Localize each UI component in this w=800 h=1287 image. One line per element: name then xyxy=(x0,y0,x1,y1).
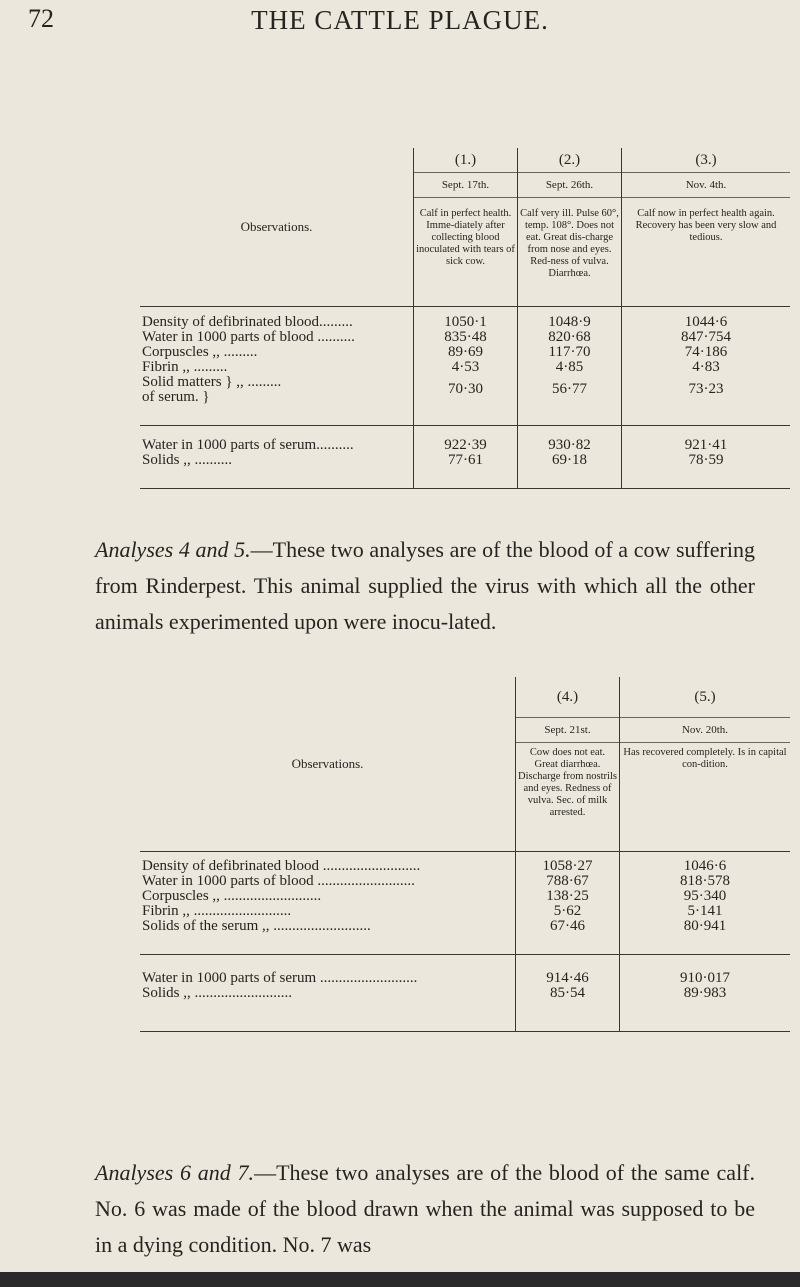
value-cell: 1044·6 xyxy=(684,314,728,330)
column-number: (2.) xyxy=(518,148,621,173)
value-cell: 930·82 xyxy=(548,437,591,453)
column-description: Calf now in perfect health again. Recovery has been very slow and tedious. xyxy=(635,208,777,243)
column-1-values xyxy=(414,307,518,426)
value-cell: 77·61 xyxy=(448,452,483,468)
value-cell: 835·48 xyxy=(444,329,487,345)
value-cell: 4·53 xyxy=(451,359,480,375)
value-cell: 78·59 xyxy=(688,452,724,468)
column-3-values xyxy=(622,307,791,426)
column-number: (3.) xyxy=(622,148,790,173)
column-description: Calf very ill. Pulse 60°, temp. 108°. Does not eat. Great dis-charge from nose and eyes. Red-ness of vulva. Diarrhœa. xyxy=(520,208,619,279)
column-3-serum-values xyxy=(622,426,791,489)
value-cell: 1058·27 xyxy=(542,858,593,874)
column-number: (4.) xyxy=(516,677,619,718)
row-label: Density of defibrinated blood .......................... xyxy=(142,859,421,874)
value-cell: 117·70 xyxy=(548,344,591,360)
observations-header xyxy=(140,148,414,307)
column-date: Sept. 26th. xyxy=(518,173,621,198)
paragraph-heading: Analyses 4 and 5. xyxy=(95,537,251,562)
value-cell: 89·983 xyxy=(683,985,727,1001)
paragraph-text: —These two analyses are of the blood of the same calf. No. 6 was made of the blood drawn when the animal was supposed to be in a dying condition. No. 7 was xyxy=(95,1160,756,1257)
analysis-table-2 xyxy=(140,677,790,1032)
column-date: Nov. 4th. xyxy=(622,173,790,198)
value-cell: 80·941 xyxy=(683,918,727,934)
column-5-serum-values xyxy=(620,955,791,1032)
value-cell: 56·77 xyxy=(552,381,587,397)
value-cell: 5·62 xyxy=(553,903,582,919)
page-number: 72 xyxy=(28,4,54,33)
column-5-header xyxy=(620,677,791,852)
row-label: Fibrin ,, ......... xyxy=(142,360,228,375)
row-labels-group-2 xyxy=(140,426,414,489)
row-label: Solids ,, .......... xyxy=(142,453,233,468)
row-labels-group-1 xyxy=(140,307,414,426)
row-label: Fibrin ,, .......................... xyxy=(142,904,292,919)
value-cell: 5·141 xyxy=(687,903,723,919)
column-2-header xyxy=(518,148,622,307)
value-cell: 85·54 xyxy=(550,985,585,1001)
observations-label: Observations. xyxy=(240,219,313,234)
column-date: Sept. 17th. xyxy=(414,173,517,198)
column-1-serum-values xyxy=(414,426,518,489)
column-5-values xyxy=(620,852,791,955)
value-cell: 1050·1 xyxy=(444,314,487,330)
value-cell: 820·68 xyxy=(548,329,591,345)
value-cell: 921·41 xyxy=(684,437,728,453)
analysis-table-1 xyxy=(140,148,790,489)
page-bottom-edge xyxy=(0,1272,800,1287)
observations-header xyxy=(140,677,516,852)
row-labels-group-2 xyxy=(140,955,516,1032)
column-number: (1.) xyxy=(414,148,517,173)
column-date: Sept. 21st. xyxy=(516,718,619,743)
column-1-header xyxy=(414,148,518,307)
value-cell: 70·30 xyxy=(448,381,483,397)
column-4-serum-values xyxy=(516,955,620,1032)
value-cell: 818·578 xyxy=(680,873,730,889)
row-labels-group-1 xyxy=(140,852,516,955)
row-label: of serum. } xyxy=(142,390,210,405)
value-cell: 4·83 xyxy=(692,359,720,375)
column-number: (5.) xyxy=(620,677,790,718)
value-cell: 922·39 xyxy=(444,437,487,453)
row-label: Water in 1000 parts of serum.......... xyxy=(142,438,354,453)
row-label: Water in 1000 parts of serum .......................... xyxy=(142,971,418,986)
column-4-header xyxy=(516,677,620,852)
column-description: Cow does not eat. Great diarrhœa. Discharge from nostrils and eyes. Redness of vulva. Sec. of milk arrested. xyxy=(518,747,617,818)
value-cell: 67·46 xyxy=(550,918,585,934)
column-3-header xyxy=(622,148,791,307)
value-cell: 73·23 xyxy=(688,381,724,397)
row-label: Solid matters } ,, ......... xyxy=(142,375,282,390)
row-label: Corpuscles ,, .......................... xyxy=(142,889,322,904)
column-4-values xyxy=(516,852,620,955)
value-cell: 847·754 xyxy=(681,329,731,345)
row-label: Water in 1000 parts of blood .......................... xyxy=(142,874,415,889)
value-cell: 1046·6 xyxy=(683,858,727,874)
value-cell: 69·18 xyxy=(552,452,587,468)
row-label: Corpuscles ,, ......... xyxy=(142,345,258,360)
row-label: Density of defibrinated blood......... xyxy=(142,315,353,330)
value-cell: 910·017 xyxy=(680,970,730,986)
row-label: Solids of the serum ,, .......................... xyxy=(142,919,371,934)
column-description: Calf in perfect health. Imme-diately after collecting blood inoculated with tears of sick cow. xyxy=(416,208,515,267)
paragraph-analyses-6-7 xyxy=(95,1155,755,1263)
value-cell: 74·186 xyxy=(684,344,728,360)
value-cell: 914·46 xyxy=(546,970,589,986)
value-cell: 138·25 xyxy=(546,888,589,904)
paragraph-heading: Analyses 6 and 7. xyxy=(95,1160,255,1185)
observations-label: Observations. xyxy=(291,756,364,771)
running-head: THE CATTLE PLAGUE. xyxy=(251,5,549,35)
row-label: Solids ,, .......................... xyxy=(142,986,293,1001)
column-2-serum-values xyxy=(518,426,622,489)
value-cell: 4·85 xyxy=(555,359,584,375)
column-date: Nov. 20th. xyxy=(620,718,790,743)
column-2-values xyxy=(518,307,622,426)
value-cell: 788·67 xyxy=(546,873,589,889)
paragraph-analyses-4-5 xyxy=(95,532,755,640)
value-cell: 1048·9 xyxy=(548,314,591,330)
column-description: Has recovered completely. Is in capital con-dition. xyxy=(623,747,787,770)
value-cell: 95·340 xyxy=(683,888,727,904)
value-cell: 89·69 xyxy=(448,344,483,360)
row-label: Water in 1000 parts of blood .......... xyxy=(142,330,355,345)
paragraph-text: —These two analyses are of the blood of a cow suffering from Rinderpest. This animal supplied the virus with which all the other animals experimented upon were inocu-lated. xyxy=(95,537,755,634)
